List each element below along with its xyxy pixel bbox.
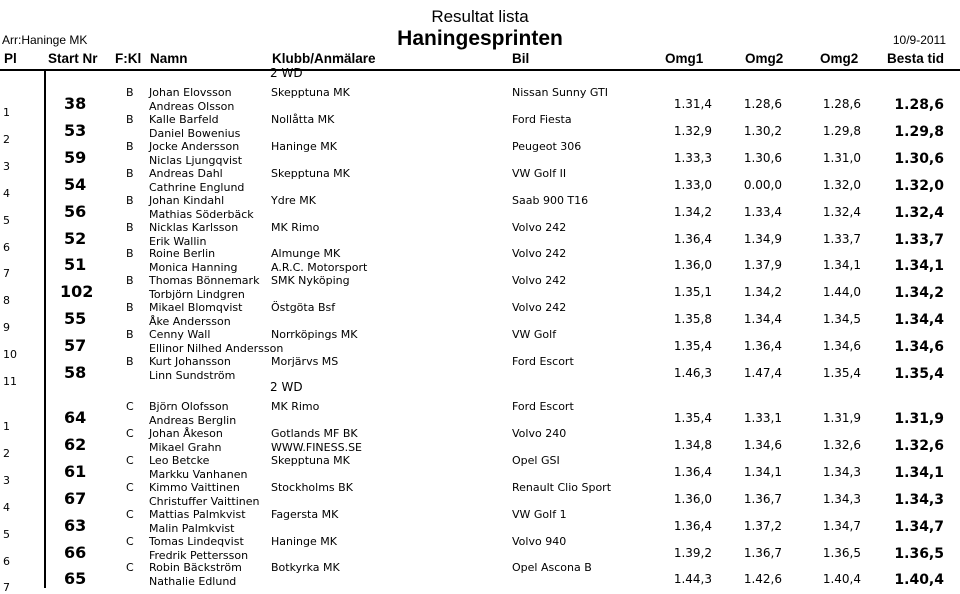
placement: 5 [3,213,10,227]
start-number: 52 [64,228,87,248]
column-divider [44,70,46,588]
round2-time: 1.37,2 [743,518,782,533]
driver-name: Johan Åkeson [149,426,223,440]
class-code: B [126,193,134,207]
class-code: B [126,139,134,153]
round3-time: 1.34,7 [822,518,861,533]
round1-time: 1.36,4 [673,464,712,479]
car-model: VW Golf 1 [512,507,567,521]
round3-time: 1.40,4 [822,572,861,587]
start-number: 66 [64,542,87,562]
round1-time: 1.32,9 [673,123,712,138]
codriver-name: Andreas Olsson [149,100,235,113]
car-model: Renault Clio Sport [512,480,612,494]
round2-time: 1.28,6 [743,97,782,111]
round3-time: 1.34,3 [822,464,861,479]
driver-name: Kurt Johansson [149,355,231,368]
codriver-name: Christuffer Vaittinen [149,494,260,508]
club-name: SMK Nyköping [271,274,350,288]
class-code: B [126,355,134,368]
car-model: Ford Escort [512,400,574,413]
driver-name: Mikael Blomqvist [149,301,243,315]
round3-time: 1.34,5 [822,312,861,327]
round1-time: 1.36,0 [673,258,712,273]
class-code: C [126,453,134,467]
class-code: C [126,426,134,440]
placement: 1 [3,420,10,433]
best-time: 1.30,6 [894,150,944,167]
placement: 6 [3,554,10,568]
car-model: Ford Fiesta [512,112,572,126]
driver-name: Robin Bäckström [149,561,242,575]
round3-time: 1.32,4 [822,204,861,219]
codriver-name: Fredrik Pettersson [149,548,249,562]
round1-time: 1.31,4 [673,97,712,111]
car-model: Volvo 240 [512,426,567,440]
start-number: 38 [64,94,87,113]
round2-time: 1.34,4 [743,312,782,327]
car-model: Peugeot 306 [512,139,582,153]
start-number: 57 [64,336,87,356]
round3-time: 1.34,6 [822,339,861,354]
round2-time: 1.33,1 [743,411,782,425]
class-code: B [126,112,134,126]
round2-time: 1.36,4 [743,339,782,354]
round1-time: 1.35,8 [673,312,712,327]
round2-time: 1.30,2 [743,123,782,138]
codriver-name: Erik Wallin [149,234,207,248]
club-name: Norrköpings MK [271,328,358,342]
driver-name: Jocke Andersson [149,139,240,153]
class-code: B [126,301,134,315]
round1-time: 1.33,0 [673,177,712,192]
codriver-name: Mikael Grahn [149,440,222,454]
round1-time: 1.36,0 [673,491,712,506]
car-model: Ford Escort [512,355,574,368]
placement: 11 [3,375,17,388]
placement: 4 [3,500,10,514]
column-header-start-nr: Start Nr [48,51,98,66]
driver-name: Andreas Dahl [149,166,223,180]
round3-time: 1.35,4 [822,366,861,380]
column-header-pl: Pl [4,51,17,66]
header-divider [0,69,960,71]
start-number: 56 [64,201,87,221]
best-time: 1.34,3 [894,491,944,508]
round1-time: 1.34,2 [673,204,712,219]
round1-time: 1.35,4 [673,411,712,425]
round2-time: 1.34,6 [743,437,782,452]
event-name: Haningesprinten [397,27,563,50]
codriver-name: Daniel Bowenius [149,126,241,140]
best-time: 1.34,7 [894,518,944,535]
driver-name: Björn Olofsson [149,400,229,413]
round3-time: 1.31,9 [822,411,861,425]
driver-name: Roine Berlin [149,247,216,261]
class-code: B [126,220,134,234]
round3-time: 1.33,7 [822,231,861,246]
driver-name: Leo Betcke [149,453,210,467]
placement: 1 [3,106,10,119]
best-time: 1.32,0 [894,177,944,194]
driver-name: Mattias Palmkvist [149,507,246,521]
placement: 2 [3,132,10,146]
club-name: Almunge MK [271,247,341,261]
best-time: 1.32,4 [894,204,944,221]
driver-name: Thomas Bönnemark [149,274,260,288]
start-number: 53 [64,120,87,140]
start-number: 62 [64,434,87,454]
round3-time: 1.31,0 [822,150,861,165]
class-code: B [126,86,134,99]
start-number: 63 [64,515,87,535]
event-date: 10/9-2011 [892,33,946,47]
best-time: 1.34,2 [894,285,944,302]
start-number: 102 [60,282,94,302]
best-time: 1.34,1 [894,464,944,481]
class-code: C [126,561,134,575]
round2-time: 1.34,2 [743,285,782,300]
round3-time: 1.44,0 [822,285,861,300]
start-number: 59 [64,147,87,167]
car-model: Volvo 242 [512,274,567,288]
car-model: Volvo 242 [512,220,567,234]
driver-name: Nicklas Karlsson [149,220,239,234]
placement: 3 [3,473,10,487]
sponsor-name: WWW.FINESS.SE [271,440,363,454]
best-time: 1.36,5 [894,545,944,562]
round1-time: 1.35,1 [673,285,712,300]
best-time: 1.34,6 [894,339,944,356]
round2-time: 1.34,9 [743,231,782,246]
placement: 4 [3,186,10,200]
round1-time: 1.46,3 [673,366,712,380]
club-name: Skepptuna MK [271,166,350,180]
round3-time: 1.28,6 [822,97,861,111]
codriver-name: Malin Palmkvist [149,521,235,535]
column-header-namn: Namn [150,51,188,66]
round1-time: 1.44,3 [673,572,712,587]
column-header-best: Besta tid [887,51,945,66]
placement: 6 [3,240,10,254]
organizer-label: Arr:Haninge MK [2,33,88,47]
car-model: Opel Ascona B [512,561,592,575]
codriver-name: Mathias Söderbäck [149,207,254,221]
round2-time: 1.36,7 [743,491,782,506]
codriver-name: Andreas Berglin [149,414,237,427]
club-name: Skepptuna MK [271,453,350,467]
car-model: VW Golf II [512,166,567,180]
codriver-name: Ellinor Nilhed Andersson [149,342,284,356]
round1-time: 1.36,4 [673,231,712,246]
class-code: B [126,274,134,288]
club-name: Haninge MK [271,139,337,153]
car-model: VW Golf [512,328,557,342]
driver-name: Cenny Wall [149,328,211,342]
start-number: 67 [64,488,87,508]
start-number: 55 [64,309,87,329]
round3-time: 1.32,6 [822,437,861,452]
round1-time: 1.36,4 [673,518,712,533]
car-model: Volvo 242 [512,247,567,261]
class-code: C [126,534,134,548]
start-number: 58 [64,363,87,382]
club-name: MK Rimo [271,220,320,234]
class-code: C [126,400,134,413]
round1-time: 1.35,4 [673,339,712,354]
best-time: 1.31,9 [894,411,944,427]
round2-time: 1.42,6 [743,572,782,587]
round3-time: 1.32,0 [822,177,861,192]
best-time: 1.35,4 [894,366,944,382]
codriver-name: Torbjörn Lindgren [149,288,245,302]
club-name: Stockholms BK [271,480,353,494]
class-label: 2 WD [270,380,303,394]
round3-time: 1.34,3 [822,491,861,506]
class-code: C [126,480,134,494]
round2-time: 1.30,6 [743,150,782,165]
round2-time: 1.36,7 [743,545,782,560]
car-model: Opel GSI [512,453,560,467]
column-header-klubb: Klubb/Anmälare [272,51,376,66]
driver-name: Tomas Lindeqvist [149,534,244,548]
codriver-name: Niclas Ljungqvist [149,153,243,167]
column-header-omg1: Omg1 [665,51,704,66]
best-time: 1.40,4 [894,572,944,589]
driver-name: Kimmo Vaittinen [149,480,240,494]
placement: 10 [3,348,17,362]
car-model: Saab 900 T16 [512,193,589,207]
round2-time: 1.37,9 [743,258,782,273]
club-name: Nollåtta MK [271,112,335,126]
car-model: Volvo 242 [512,301,567,315]
club-name: MK Rimo [271,400,320,413]
codriver-name: Cathrine Englund [149,180,245,194]
round3-time: 1.36,5 [822,545,861,560]
best-time: 1.34,4 [894,312,944,329]
sponsor-name: A.R.C. Motorsport [271,261,368,275]
club-name: Botkyrka MK [271,561,340,575]
driver-name: Johan Elovsson [149,86,232,99]
column-header-omg2: Omg2 [745,51,784,66]
page-title: Resultat lista [431,7,529,26]
round2-time: 1.34,1 [743,464,782,479]
club-name: Östgöta Bsf [271,301,336,315]
club-name: Gotlands MF BK [271,426,358,440]
best-time: 1.28,6 [894,97,944,113]
start-number: 61 [64,461,87,481]
column-header-bil: Bil [512,51,530,66]
placement: 7 [3,267,10,281]
club-name: Morjärvs MS [271,355,339,368]
placement: 8 [3,294,10,308]
placement: 9 [3,321,10,335]
round3-time: 1.29,8 [822,123,861,138]
class-code: B [126,166,134,180]
driver-name: Johan Kindahl [149,193,225,207]
round1-time: 1.34,8 [673,437,712,452]
round3-time: 1.34,1 [822,258,861,273]
start-number: 64 [64,408,87,427]
car-model: Nissan Sunny GTI [512,86,608,99]
class-label: 2 WD [270,66,303,80]
codriver-name: Åke Andersson [149,315,231,329]
round2-time: 0.00,0 [743,177,782,192]
round2-time: 1.33,4 [743,204,782,219]
club-name: Fagersta MK [271,507,339,521]
codriver-name: Markku Vanhanen [149,467,248,481]
club-name: Haninge MK [271,534,337,548]
club-name: Skepptuna MK [271,86,350,99]
round1-time: 1.39,2 [673,545,712,560]
best-time: 1.33,7 [894,231,944,248]
class-code: C [126,507,134,521]
round2-time: 1.47,4 [743,366,782,380]
best-time: 1.29,8 [894,123,944,140]
codriver-name: Monica Hanning [149,261,238,275]
club-name: Ydre MK [271,193,316,207]
placement: 5 [3,527,10,541]
best-time: 1.34,1 [894,258,944,275]
column-header-fkl: F:Kl [115,51,142,66]
start-number: 51 [64,255,87,275]
class-code: B [126,247,134,261]
codriver-name: Linn Sundström [149,369,236,382]
best-time: 1.32,6 [894,437,944,454]
round1-time: 1.33,3 [673,150,712,165]
start-number: 65 [64,569,87,589]
column-header-omg3: Omg2 [820,51,859,66]
start-number: 54 [64,174,87,194]
placement: 3 [3,159,10,173]
codriver-name: Nathalie Edlund [149,575,237,589]
class-code: B [126,328,134,342]
placement: 2 [3,446,10,460]
car-model: Volvo 940 [512,534,567,548]
placement: 7 [3,581,10,594]
driver-name: Kalle Barfeld [149,112,219,126]
